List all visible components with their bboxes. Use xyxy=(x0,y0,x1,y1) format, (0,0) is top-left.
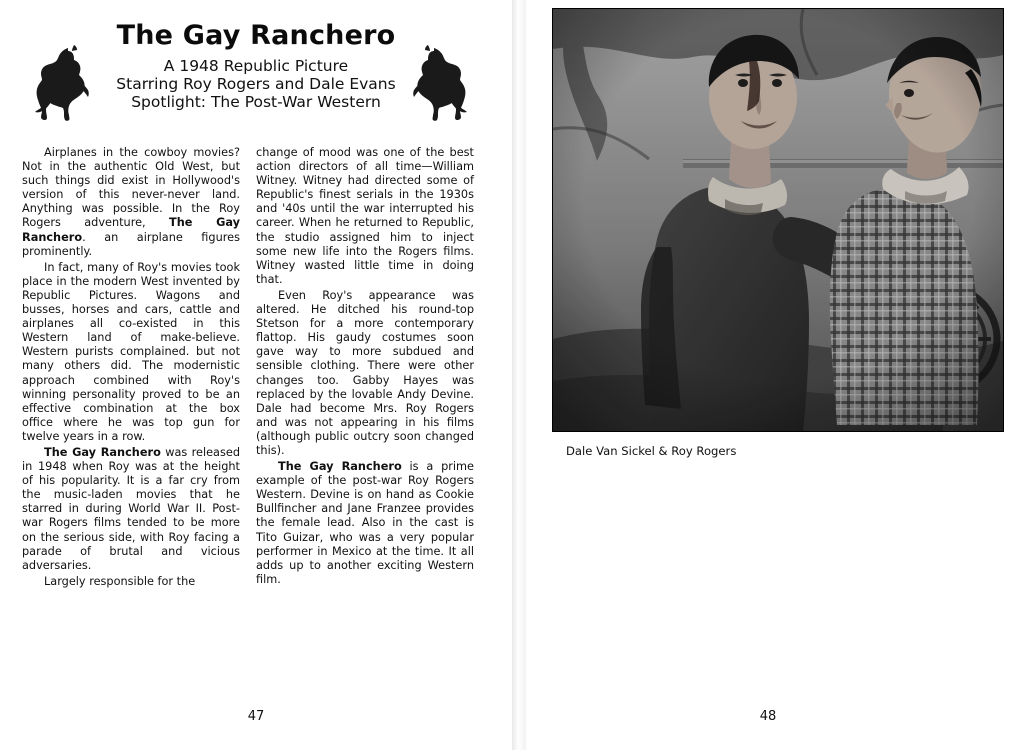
rearing-horse-icon xyxy=(28,42,94,126)
page-title: The Gay Ranchero xyxy=(116,20,396,51)
body-paragraph xyxy=(256,460,474,587)
subtitle-line-1: A 1948 Republic Picture xyxy=(163,57,349,75)
body-text: was released in 1948 when Roy was at the height of his popularity. It is a far cry from the music-laden movies that he starred in during World War II. Post-war Rogers films tended to be more on the serious side, with Roy facing a parade of brutal and vicious adversaries. xyxy=(22,445,240,572)
photo-caption: Dale Van Sickel & Roy Rogers xyxy=(566,444,737,458)
photo-block xyxy=(552,8,1002,458)
body-paragraph xyxy=(256,146,474,287)
body-text: is a prime example of the post-war Roy Rogers Western. Devine is on hand as Cookie Bullfincher and Jane Franzee provides the female lead. Also in the cast is Tito Guizar, who was a very popular performer in Mexico at the time. It all adds up to another exciting Western film. xyxy=(256,460,474,586)
film-title-bold: The Gay Ranchero xyxy=(22,216,240,244)
body-column-two xyxy=(256,146,474,591)
body-text: Airplanes in the cowboy movies? Not in the authentic Old West, but such things did exist in Hollywood's version of this never-never land. Anything was possible. In the Roy Rogers adventure, xyxy=(22,146,240,230)
body-text: change of mood was one of the best action directors of all time—William Witney. Witney had directed some of Republic's finest serials in the 1930s and '40s until the war interrupted his career. When he returned to Republic, the studio assigned him to inject some new life into the Rogers films. Witney wasted little time in doing that. xyxy=(256,146,474,286)
subtitle-line-2: Starring Roy Rogers and Dale Evans xyxy=(116,75,396,93)
film-title-bold: The Gay Ranchero xyxy=(278,460,402,474)
body-columns xyxy=(22,146,490,591)
body-paragraph xyxy=(22,261,240,444)
folio-right: 48 xyxy=(759,709,777,724)
body-paragraph xyxy=(256,289,474,458)
body-text: In fact, many of Roy's movies took place in the modern West invented by Republic Pictures. Wagons and busses, horses and cars, cattle and airplanes all co-existed in this Western land of make-believe. Western purists complained. but not many others did. The modernistic approach combined with Roy's winning personality proved to be an effective combination at the box office where he was top gun for twelve years in a row. xyxy=(22,260,240,443)
right-page xyxy=(512,0,1024,750)
body-paragraph xyxy=(22,446,240,573)
body-text: . an airplane figures prominently. xyxy=(22,230,240,258)
subtitle-line-3: Spotlight: The Post-War Western xyxy=(131,93,381,111)
film-still-photo xyxy=(552,8,1004,432)
folio-left: 47 xyxy=(247,709,265,724)
body-paragraph xyxy=(22,575,240,589)
body-text: Largely responsible for the xyxy=(44,574,196,588)
body-text: Even Roy's appearance was altered. He ditched his round-top Stetson for a more contemporary flattop. His gaudy costumes soon gave way to more subdued and sensible clothing. There were other changes too. Gabby Hayes was replaced by the lovable Andy Devine. Dale had become Mrs. Roy Rogers and was not appearing in his films (although public outcry soon changed this). xyxy=(256,288,474,457)
title-block xyxy=(22,20,490,138)
film-title-bold: The Gay Ranchero xyxy=(44,445,161,459)
body-paragraph xyxy=(22,146,240,259)
body-column-one xyxy=(22,146,240,591)
rearing-horse-icon xyxy=(408,42,474,126)
